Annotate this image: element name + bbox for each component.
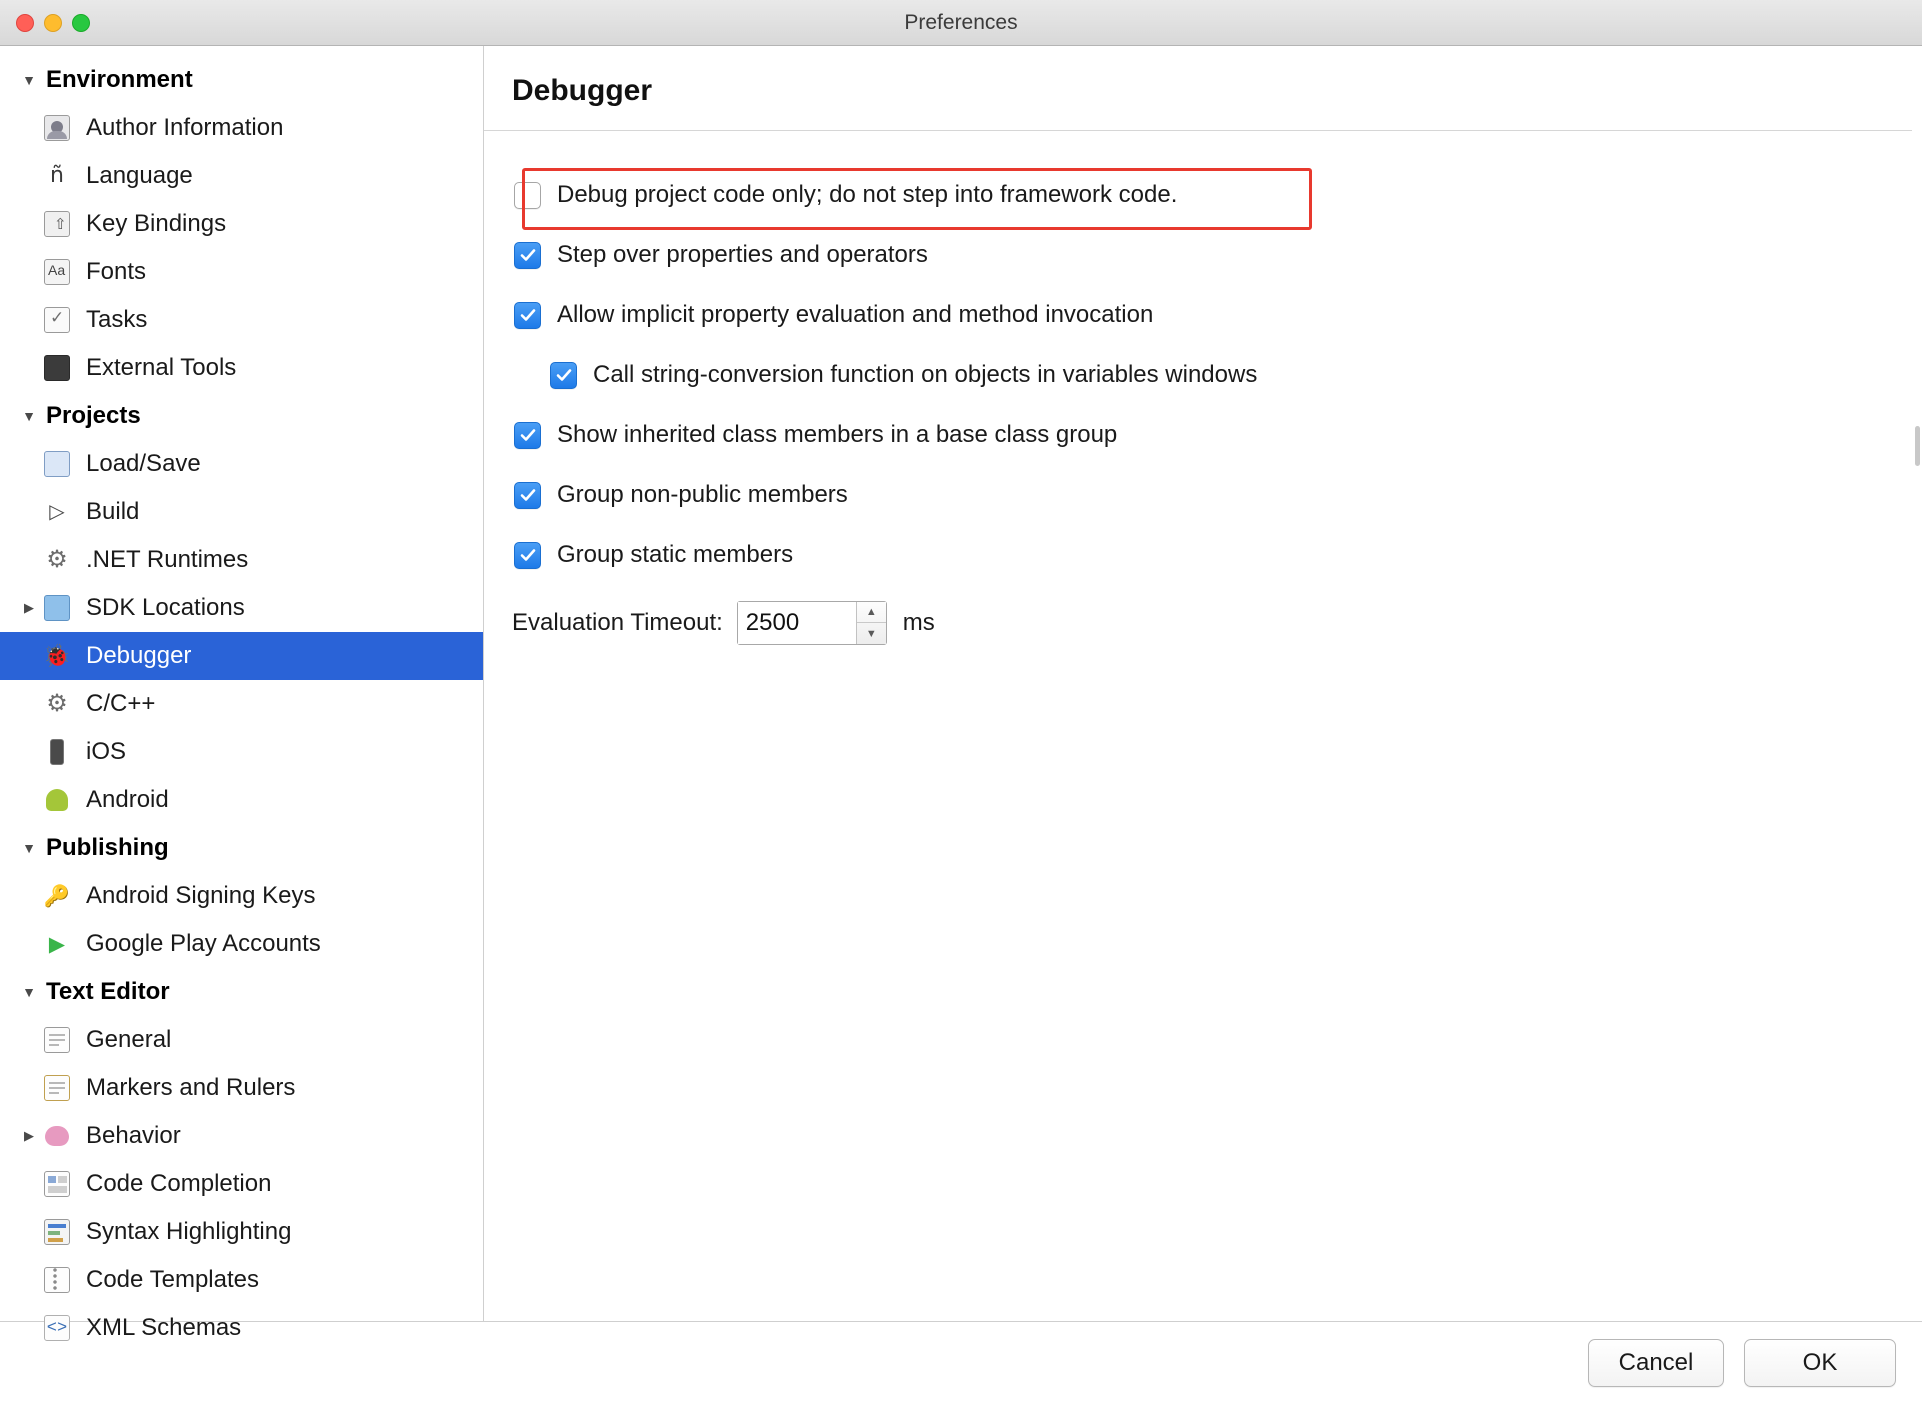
checkbox-call-string-conversion-function[interactable]	[550, 362, 577, 389]
chevron-down-icon: ▼	[22, 408, 36, 424]
sidebar-item-syntax-highlighting[interactable]: Syntax Highlighting	[0, 1208, 483, 1256]
evaluation-timeout-input[interactable]	[738, 602, 856, 644]
chevron-down-icon: ▼	[22, 840, 36, 856]
evaluation-timeout-row	[514, 591, 1892, 655]
minimize-button[interactable]	[44, 14, 62, 32]
android-icon	[40, 785, 74, 815]
tasks-icon: ✓	[40, 305, 74, 335]
checkbox-group-non-public-members[interactable]	[514, 482, 541, 509]
sidebar-item-xml-schemas[interactable]: <> XML Schemas	[0, 1304, 483, 1352]
fonts-icon: Aa	[40, 257, 74, 287]
option-row-show-inherited-class-members[interactable]	[514, 405, 1892, 465]
panel-body	[484, 131, 1922, 1321]
settings-panel	[484, 46, 1922, 1321]
chevron-down-icon: ▼	[22, 72, 36, 88]
folder-icon	[40, 593, 74, 623]
gear-icon: ⚙	[46, 546, 68, 573]
sidebar-item-debugger[interactable]: 🐞 Debugger	[0, 632, 483, 680]
gear-icon: ⚙	[46, 690, 68, 717]
code-templates-icon	[40, 1265, 74, 1295]
title-bar	[0, 0, 1922, 46]
panel-header	[484, 46, 1912, 131]
sidebar-item-android[interactable]: Android	[0, 776, 483, 824]
checkbox-show-inherited-class-members[interactable]	[514, 422, 541, 449]
option-label: Group static members	[557, 541, 794, 568]
checkbox-group-static-members[interactable]	[514, 542, 541, 569]
debugger-icon: 🐞	[43, 643, 71, 668]
phone-icon	[40, 737, 74, 767]
build-icon: ▷	[49, 501, 65, 523]
key-bindings-icon: ⇧	[40, 209, 74, 239]
xml-schemas-icon: <>	[40, 1313, 74, 1343]
sidebar-group-text-editor[interactable]: ▼ Text Editor	[0, 968, 483, 1016]
option-label: Allow implicit property evaluation and method invocation	[557, 301, 1154, 328]
sidebar-item-android-signing-keys[interactable]: 🔑 Android Signing Keys	[0, 872, 483, 920]
play-store-icon: ▶	[48, 932, 66, 956]
language-icon: ñ	[50, 163, 64, 188]
markers-icon	[40, 1073, 74, 1103]
option-label: Step over properties and operators	[557, 241, 928, 268]
sidebar-item-build[interactable]: ▷ Build	[0, 488, 483, 536]
option-label: Debug project code only; do not step into framework code.	[557, 181, 1178, 208]
scrollbar-thumb[interactable]	[1915, 426, 1920, 466]
window-title: Preferences	[904, 10, 1018, 34]
sidebar-item-net-runtimes[interactable]: ⚙ .NET Runtimes	[0, 536, 483, 584]
chevron-down-icon: ▼	[22, 984, 36, 1000]
key-icon: 🔑	[43, 884, 71, 908]
checkbox-debug-project-code-only[interactable]	[514, 182, 541, 209]
sidebar-item-load-save[interactable]: Load/Save	[0, 440, 483, 488]
sidebar-group-projects[interactable]: ▼ Projects	[0, 392, 483, 440]
sidebar-item-language[interactable]: ñ Language	[0, 152, 483, 200]
load-save-icon	[40, 449, 74, 479]
option-label: Call string-conversion function on objects in variables windows	[593, 361, 1258, 388]
code-completion-icon	[40, 1169, 74, 1199]
sidebar-item-author-information[interactable]: Author Information	[0, 104, 483, 152]
option-row-call-string-conversion-function[interactable]	[514, 345, 1892, 405]
window-controls	[0, 14, 90, 32]
sidebar-item-markers-and-rulers[interactable]: Markers and Rulers	[0, 1064, 483, 1112]
sidebar-item-external-tools[interactable]: External Tools	[0, 344, 483, 392]
stepper-buttons[interactable]	[856, 602, 886, 644]
option-row-group-static-members[interactable]	[514, 525, 1892, 585]
sidebar-item-google-play-accounts[interactable]: ▶ Google Play Accounts	[0, 920, 483, 968]
syntax-highlighting-icon	[40, 1217, 74, 1247]
stepper-down-icon[interactable]: ▼	[865, 627, 877, 640]
sidebar-item-ios[interactable]: iOS	[0, 728, 483, 776]
external-tools-icon	[40, 353, 74, 383]
checkbox-allow-implicit-property-evaluation[interactable]	[514, 302, 541, 329]
sidebar-item-fonts[interactable]: Aa Fonts	[0, 248, 483, 296]
stepper-up-icon[interactable]: ▲	[857, 602, 886, 623]
zoom-button[interactable]	[72, 14, 90, 32]
option-row-group-non-public-members[interactable]	[514, 465, 1892, 525]
close-button[interactable]	[16, 14, 34, 32]
evaluation-timeout-unit: ms	[902, 609, 935, 636]
evaluation-timeout-label: Evaluation Timeout:	[512, 609, 723, 636]
general-icon	[40, 1025, 74, 1055]
sidebar-group-environment[interactable]: ▼ Environment	[0, 56, 483, 104]
sidebar-item-key-bindings[interactable]: ⇧ Key Bindings	[0, 200, 483, 248]
author-icon	[40, 113, 74, 143]
option-row-allow-implicit-property-evaluation[interactable]	[514, 285, 1892, 345]
window-body	[0, 46, 1922, 1341]
settings-sidebar[interactable]	[0, 46, 484, 1341]
sidebar-item-c-cpp[interactable]: ⚙ C/C++	[0, 680, 483, 728]
checkbox-step-over-properties[interactable]	[514, 242, 541, 269]
chevron-right-icon[interactable]: ▶	[24, 1128, 34, 1143]
sidebar-item-sdk-locations[interactable]: ▶ SDK Locations	[0, 584, 483, 632]
cancel-button[interactable]: Cancel	[1588, 1339, 1724, 1387]
sidebar-item-tasks[interactable]: ✓ Tasks	[0, 296, 483, 344]
sidebar-item-behavior[interactable]: ▶ Behavior	[0, 1112, 483, 1160]
evaluation-timeout-stepper[interactable]	[737, 601, 887, 645]
option-label: Show inherited class members in a base class group	[557, 421, 1118, 448]
chevron-right-icon[interactable]: ▶	[24, 600, 34, 615]
behavior-icon	[40, 1121, 74, 1151]
page-title: Debugger	[512, 74, 653, 107]
sidebar-item-code-completion[interactable]: Code Completion	[0, 1160, 483, 1208]
sidebar-group-publishing[interactable]: ▼ Publishing	[0, 824, 483, 872]
option-label: Group non-public members	[557, 481, 848, 508]
option-row-debug-project-code-only[interactable]	[514, 165, 1892, 225]
sidebar-item-code-templates[interactable]: Code Templates	[0, 1256, 483, 1304]
sidebar-item-general[interactable]: General	[0, 1016, 483, 1064]
option-row-step-over-properties[interactable]	[514, 225, 1892, 285]
ok-button[interactable]: OK	[1744, 1339, 1896, 1387]
